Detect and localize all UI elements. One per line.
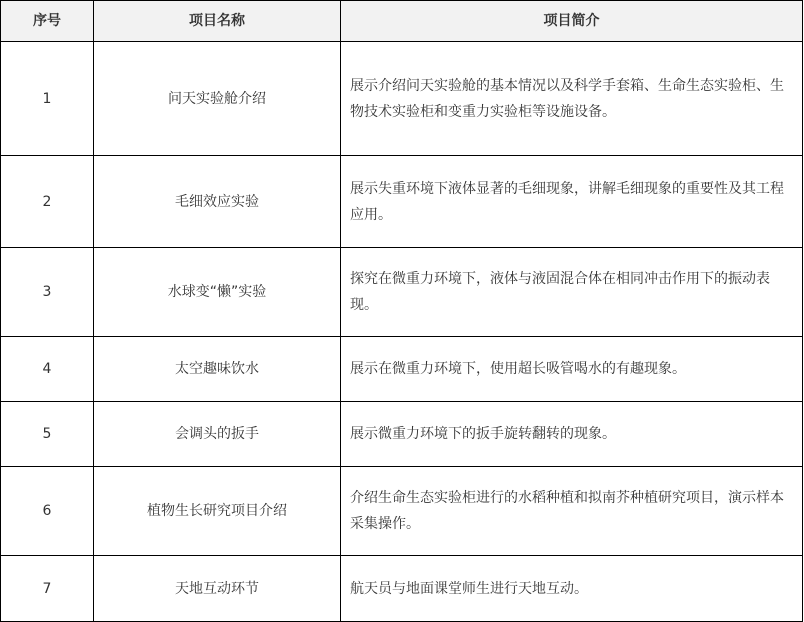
table-row: [1, 402, 803, 467]
row-name: 植物生长研究项目介绍: [94, 467, 341, 556]
row-description: 展示微重力环境下的扳手旋转翻转的现象。: [341, 402, 803, 467]
row-description: 展示介绍问天实验舱的基本情况以及科学手套箱、生命生态实验柜、生物技术实验柜和变重力实验柜等设施设备。: [341, 42, 803, 156]
row-number: 2: [1, 156, 94, 248]
row-name: 毛细效应实验: [94, 156, 341, 248]
row-description: 航天员与地面课堂师生进行天地互动。: [341, 556, 803, 622]
header-description: 项目简介: [341, 1, 803, 42]
row-number: 1: [1, 42, 94, 156]
header-number: 序号: [1, 1, 94, 42]
table-row: [1, 467, 803, 556]
table-row: [1, 248, 803, 337]
row-number: 6: [1, 467, 94, 556]
row-name: 问天实验舱介绍: [94, 42, 341, 156]
row-name: 太空趣味饮水: [94, 337, 341, 402]
row-number: 5: [1, 402, 94, 467]
row-name: 会调头的扳手: [94, 402, 341, 467]
header-name: 项目名称: [94, 1, 341, 42]
row-name: 水球变“懒”实验: [94, 248, 341, 337]
table-row: [1, 337, 803, 402]
header-row: [1, 1, 803, 42]
row-description: 展示在微重力环境下，使用超长吸管喝水的有趣现象。: [341, 337, 803, 402]
table-row: [1, 556, 803, 622]
row-number: 4: [1, 337, 94, 402]
table-body: [1, 42, 803, 622]
row-description: 探究在微重力环境下，液体与液固混合体在相同冲击作用下的振动表现。: [341, 248, 803, 337]
row-name: 天地互动环节: [94, 556, 341, 622]
table-header: [1, 1, 803, 42]
table-row: [1, 42, 803, 156]
row-description: 介绍生命生态实验柜进行的水稻种植和拟南芥种植研究项目，演示样本采集操作。: [341, 467, 803, 556]
table-row: [1, 156, 803, 248]
row-number: 7: [1, 556, 94, 622]
row-description: 展示失重环境下液体显著的毛细现象，讲解毛细现象的重要性及其工程应用。: [341, 156, 803, 248]
row-number: 3: [1, 248, 94, 337]
